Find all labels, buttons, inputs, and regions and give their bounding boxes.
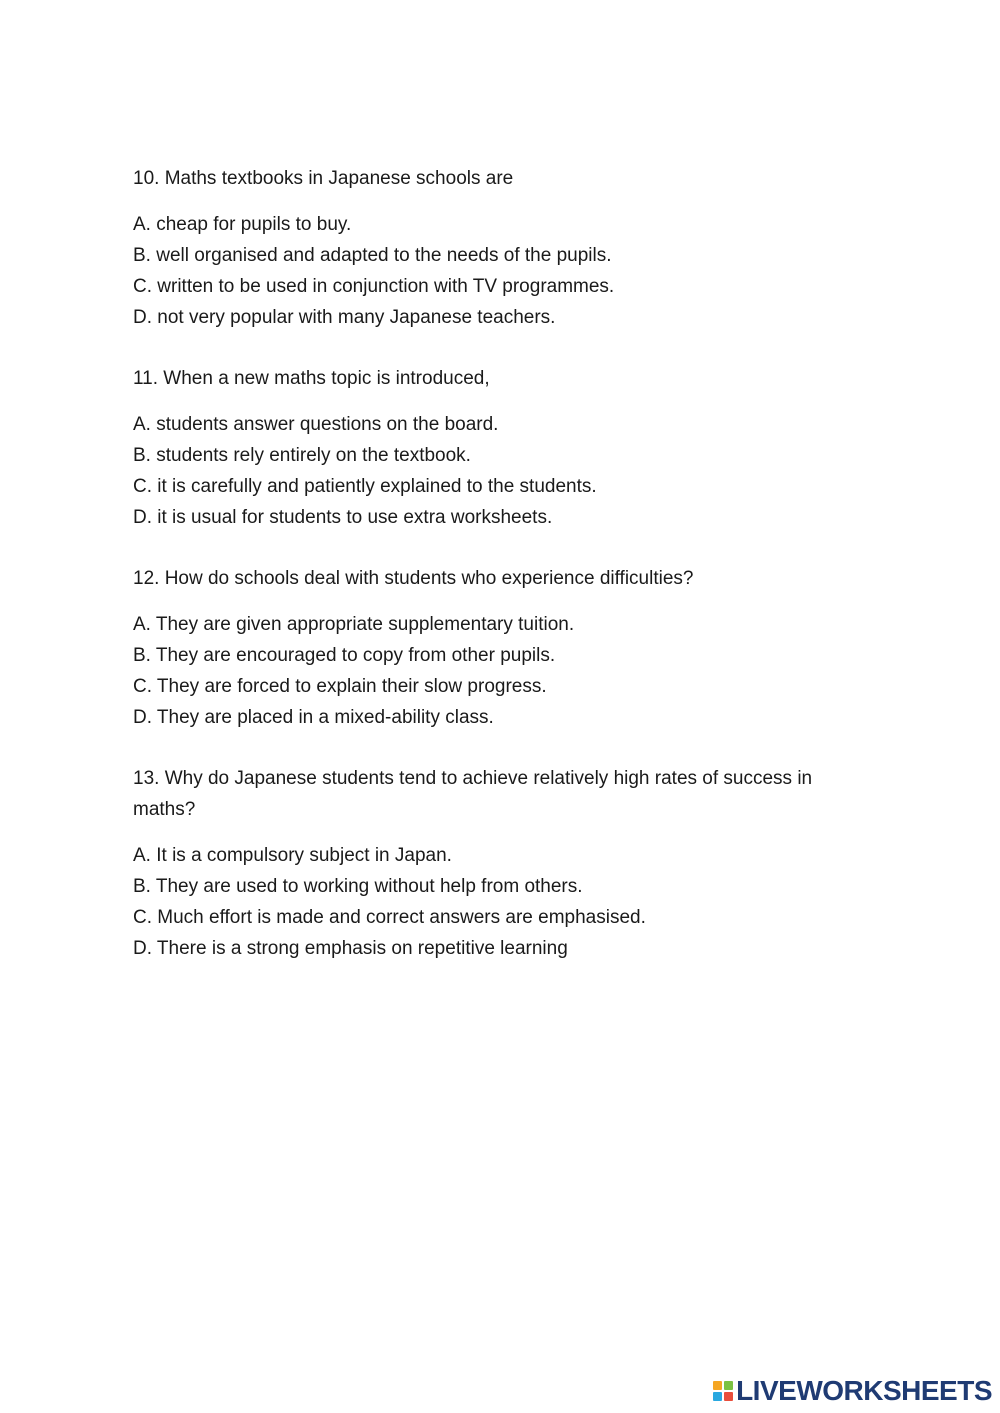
answer-option-a: A. They are given appropriate supplementary tuition. [133,614,575,635]
answer-option-b: B. They are used to working without help from others. [133,876,583,897]
question-12 [133,563,863,733]
answer-option-b: B. well organised and adapted to the needs of the pupils. [133,245,612,266]
answer-option-c: C. They are forced to explain their slow progress. [133,676,547,697]
question-list [133,163,863,994]
liveworksheets-logo-icon [713,1381,733,1401]
question-10 [133,163,863,333]
answer-option-a: A. students answer questions on the board. [133,414,499,435]
logo-text: LIVEWORKSHEETS [736,1375,992,1406]
answer-option-a: A. It is a compulsory subject in Japan. [133,845,452,866]
answer-options [133,209,863,333]
liveworksheets-logo [713,1373,992,1409]
answer-options [133,409,863,533]
question-13 [133,763,863,964]
logo-mark-square [724,1392,733,1401]
logo-mark-square [713,1381,722,1390]
answer-option-d: D. There is a strong emphasis on repetitive learning [133,938,568,959]
logo-mark-square [724,1381,733,1390]
answer-option-b: B. They are encouraged to copy from other pupils. [133,645,556,666]
answer-option-b: B. students rely entirely on the textbook. [133,445,471,466]
answer-option-c: C. written to be used in conjunction with TV programmes. [133,276,615,297]
logo-mark-square [713,1392,722,1401]
answer-option-c: C. it is carefully and patiently explained to the students. [133,476,597,497]
answer-option-a: A. cheap for pupils to buy. [133,214,352,235]
question-stem: 13. Why do Japanese students tend to achieve relatively high rates of success in maths? [133,768,813,820]
question-stem: 11. When a new maths topic is introduced, [133,368,490,389]
answer-option-d: D. not very popular with many Japanese teachers. [133,307,556,328]
question-stem: 12. How do schools deal with students who experience difficulties? [133,568,694,589]
question-11 [133,363,863,533]
answer-option-c: C. Much effort is made and correct answers are emphasised. [133,907,646,928]
answer-option-d: D. They are placed in a mixed-ability class. [133,707,494,728]
answer-options [133,609,863,733]
question-stem: 10. Maths textbooks in Japanese schools are [133,168,514,189]
answer-option-d: D. it is usual for students to use extra worksheets. [133,507,553,528]
answer-options [133,840,863,964]
